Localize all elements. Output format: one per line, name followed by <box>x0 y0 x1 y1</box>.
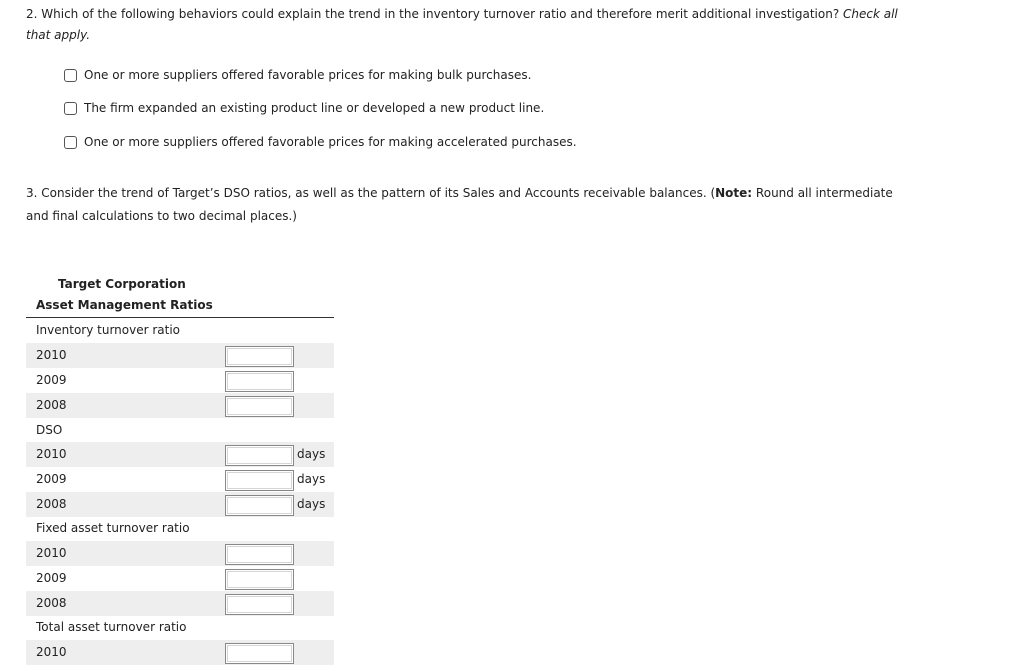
unit-label: days <box>297 472 326 486</box>
option-expanded-product-line[interactable] <box>64 100 544 116</box>
checkbox[interactable] <box>64 102 77 115</box>
dso-2009-input[interactable] <box>225 470 294 491</box>
year-label: 2008 <box>36 596 67 610</box>
table-row <box>26 393 334 418</box>
option-label: The firm expanded an existing product line or developed a new product line. <box>84 101 545 115</box>
table-row <box>26 442 334 467</box>
question-3-prompt: 3. Consider the trend of Target’s DSO ratios, as well as the pattern of its Sales and Accounts receivable balances. ( <box>26 186 716 200</box>
checkbox[interactable] <box>64 136 77 149</box>
table-title: Target Corporation <box>58 277 186 291</box>
table-row <box>26 566 334 591</box>
option-bulk-purchases[interactable] <box>64 67 531 83</box>
question-2-text <box>26 4 906 46</box>
year-label: 2010 <box>36 348 67 362</box>
note-text: Round all intermediate and final calculations to two decimal places.) <box>26 186 893 223</box>
year-label: 2009 <box>36 472 67 486</box>
year-label: 2010 <box>36 546 67 560</box>
option-label: One or more suppliers offered favorable prices for making accelerated purchases. <box>84 135 577 149</box>
table-row <box>26 343 334 368</box>
inventory-turnover-2010-input[interactable] <box>225 346 294 367</box>
total-asset-turnover-2010-input[interactable] <box>225 643 294 664</box>
year-label: 2008 <box>36 497 67 511</box>
fixed-asset-turnover-2009-input[interactable] <box>225 569 294 590</box>
section-fixed-asset-turnover <box>26 516 334 541</box>
unit-label: days <box>297 447 326 461</box>
section-label: Inventory turnover ratio <box>36 323 181 337</box>
question-2-prompt: 2. Which of the following behaviors could explain the trend in the inventory turnover ratio and therefore merit additional investigation? <box>26 7 843 21</box>
option-accelerated-purchases[interactable] <box>64 134 577 150</box>
note-label: Note: <box>715 186 753 200</box>
inventory-turnover-2009-input[interactable] <box>225 371 294 392</box>
section-inventory-turnover <box>26 318 334 343</box>
year-label: 2010 <box>36 645 67 659</box>
table-row <box>26 591 334 616</box>
table-row <box>26 640 334 665</box>
year-label: 2008 <box>36 398 67 412</box>
section-dso <box>26 418 334 443</box>
question-2-instruction: Check all that apply. <box>26 7 898 42</box>
year-label: 2009 <box>36 571 67 585</box>
year-label: 2010 <box>36 447 67 461</box>
section-label: DSO <box>36 423 63 437</box>
fixed-asset-turnover-2010-input[interactable] <box>225 544 294 565</box>
year-label: 2009 <box>36 373 67 387</box>
section-label: Total asset turnover ratio <box>36 620 187 634</box>
dso-2010-input[interactable] <box>225 445 294 466</box>
fixed-asset-turnover-2008-input[interactable] <box>225 594 294 615</box>
checkbox[interactable] <box>64 69 77 82</box>
section-label: Fixed asset turnover ratio <box>36 521 190 535</box>
table-row <box>26 368 334 393</box>
inventory-turnover-2008-input[interactable] <box>225 396 294 417</box>
table-row <box>26 492 334 517</box>
table-row <box>26 467 334 492</box>
question-3-text <box>26 182 906 228</box>
unit-label: days <box>297 497 326 511</box>
option-label: One or more suppliers offered favorable prices for making bulk purchases. <box>84 68 532 82</box>
section-total-asset-turnover <box>26 615 334 640</box>
dso-2008-input[interactable] <box>225 495 294 516</box>
table-row <box>26 541 334 566</box>
table-subtitle: Asset Management Ratios <box>36 298 213 312</box>
